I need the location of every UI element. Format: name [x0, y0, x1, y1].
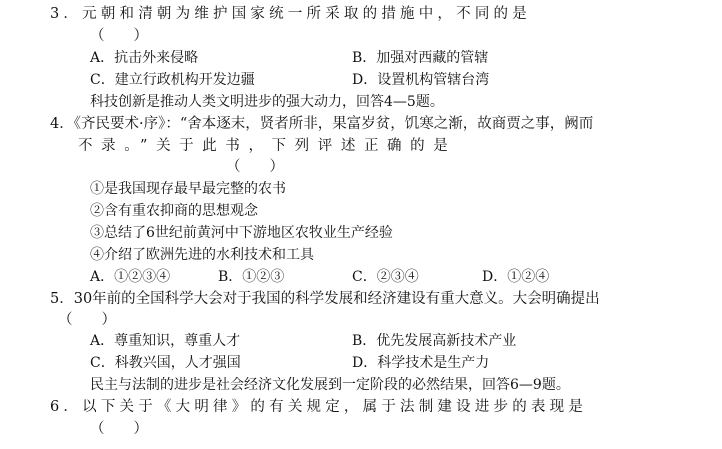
q3-answer-paren: （ ） — [90, 28, 148, 44]
q4-stem-line1: 4．《齐民要术·序》：“舍本逐末，贤者所非，果富岁贫，饥寒之渐，故商贾之事，阙而 — [50, 116, 594, 132]
q4-statement-4: ④介绍了欧洲先进的水利技术和工具 — [90, 247, 314, 263]
q5-answer-paren: （ ） — [58, 312, 116, 328]
q6-stem: 6．以下关于《大明律》的有关规定，属于法制建设进步的表现是 — [50, 399, 588, 415]
q5-option-d: D．科学技术是生产力 — [352, 355, 490, 371]
q4-option-b: B．①②③ — [218, 269, 285, 285]
intro-q4-q5: 科技创新是推动人类文明进步的强大动力，回答4—5题。 — [90, 94, 444, 110]
q3-stem: 3．元朝和清朝为维护国家统一所采取的措施中，不同的是 — [50, 6, 531, 22]
q5-stem: 5．30年前的全国科学大会对于我国的科学发展和经济建设有重大意义。大会明确提出 — [50, 291, 600, 307]
q6-answer-paren: （ ） — [90, 421, 148, 437]
q4-statement-1: ①是我国现存最早最完整的农书 — [90, 181, 286, 197]
q4-answer-paren: （ ） — [226, 159, 284, 175]
intro-q6-q9: 民主与法制的进步是社会经济文化发展到一定阶段的必然结果，回答6—9题。 — [90, 377, 570, 393]
q3-option-a: A．抗击外来侵略 — [90, 50, 199, 66]
q5-option-b: B．优先发展高新技术产业 — [352, 333, 517, 349]
q4-option-d: D．①②④ — [482, 269, 550, 285]
q3-option-c: C．建立行政机构开发边疆 — [90, 72, 255, 88]
q4-option-a: A．①②③④ — [90, 269, 171, 285]
q4-statement-3: ③总结了6世纪前黄河中下游地区农牧业生产经验 — [90, 225, 393, 241]
q4-option-c: C．②③④ — [352, 269, 419, 285]
q5-option-c: C．科教兴国，人才强国 — [90, 355, 241, 371]
q4-statement-2: ②含有重农抑商的思想观念 — [90, 203, 258, 219]
q4-stem-line2: 不录。”关于此书，下列评述正确的是 — [78, 138, 457, 154]
q3-option-d: D．设置机构管辖台湾 — [352, 72, 490, 88]
q5-option-a: A．尊重知识，尊重人才 — [90, 333, 241, 349]
q3-option-b: B．加强对西藏的管辖 — [352, 50, 489, 66]
